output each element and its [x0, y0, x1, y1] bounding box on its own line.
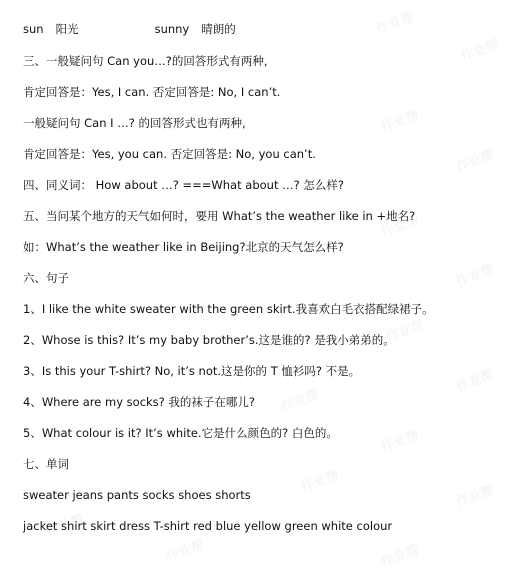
watermark — [378, 424, 421, 455]
watermark — [163, 534, 206, 565]
word-list-1: sweater jeans pants socks shoes shorts — [23, 488, 251, 502]
watermark — [453, 259, 496, 290]
watermark — [378, 539, 421, 570]
section-three-heading: 三、一般疑问句 Can you…?的回答形式有两种, — [23, 54, 268, 68]
section-seven-heading: 七、单词 — [23, 457, 69, 471]
section-six-heading: 六、句子 — [23, 271, 69, 285]
watermark — [453, 479, 496, 510]
word-sunny: sunny — [154, 22, 190, 36]
sentence-2: 2、Whose is this? It’s my baby brother’s.这是谁的? 是我小弟弟的。 — [23, 333, 395, 347]
word-sun: sun — [23, 22, 44, 36]
watermark — [378, 104, 421, 135]
watermark — [298, 464, 341, 495]
sentence-1: 1、I like the white sweater with the green skirt.我喜欢白毛衣搭配绿裙子。 — [23, 302, 434, 316]
sentence-3: 3、Is this your T-shirt? No, it’s not.这是你的 T 恤衫吗? 不是。 — [23, 364, 361, 378]
watermark — [373, 6, 416, 37]
word-list-2: jacket shirt skirt dress T-shirt red blue yellow green white colour — [23, 519, 393, 533]
question-line-can-i: 一般疑问句 Can I …? 的回答形式也有两种, — [23, 116, 246, 130]
sentence-4: 4、Where are my socks? 我的袜子在哪儿? — [23, 395, 256, 409]
watermark — [453, 364, 496, 395]
watermark — [278, 384, 321, 415]
section-five-weather: 五、当问某个地方的天气如何时，要用 What’s the weather like in +地名? — [23, 209, 416, 223]
vocab-line-sun — [23, 22, 236, 37]
word-sunny-meaning: 晴朗的 — [201, 22, 236, 36]
answer-line-can: 肯定回答是：Yes, I can. 否定回答是: No, I can’t. — [23, 85, 281, 99]
answer-line-you-can: 肯定回答是：Yes, you can. 否定回答是: No, you can’t. — [23, 147, 316, 161]
example-weather: 如：What’s the weather like in Beijing?北京的天气怎么样? — [23, 240, 344, 254]
watermark — [453, 144, 496, 175]
section-four-synonyms: 四、同义词： How about …? ===What about …? 怎么样? — [23, 178, 344, 192]
watermark — [458, 34, 501, 65]
word-sun-meaning: 阳光 — [55, 22, 79, 36]
sentence-5: 5、What colour is it? It’s white.它是什么颜色的? 白色的。 — [23, 426, 338, 440]
